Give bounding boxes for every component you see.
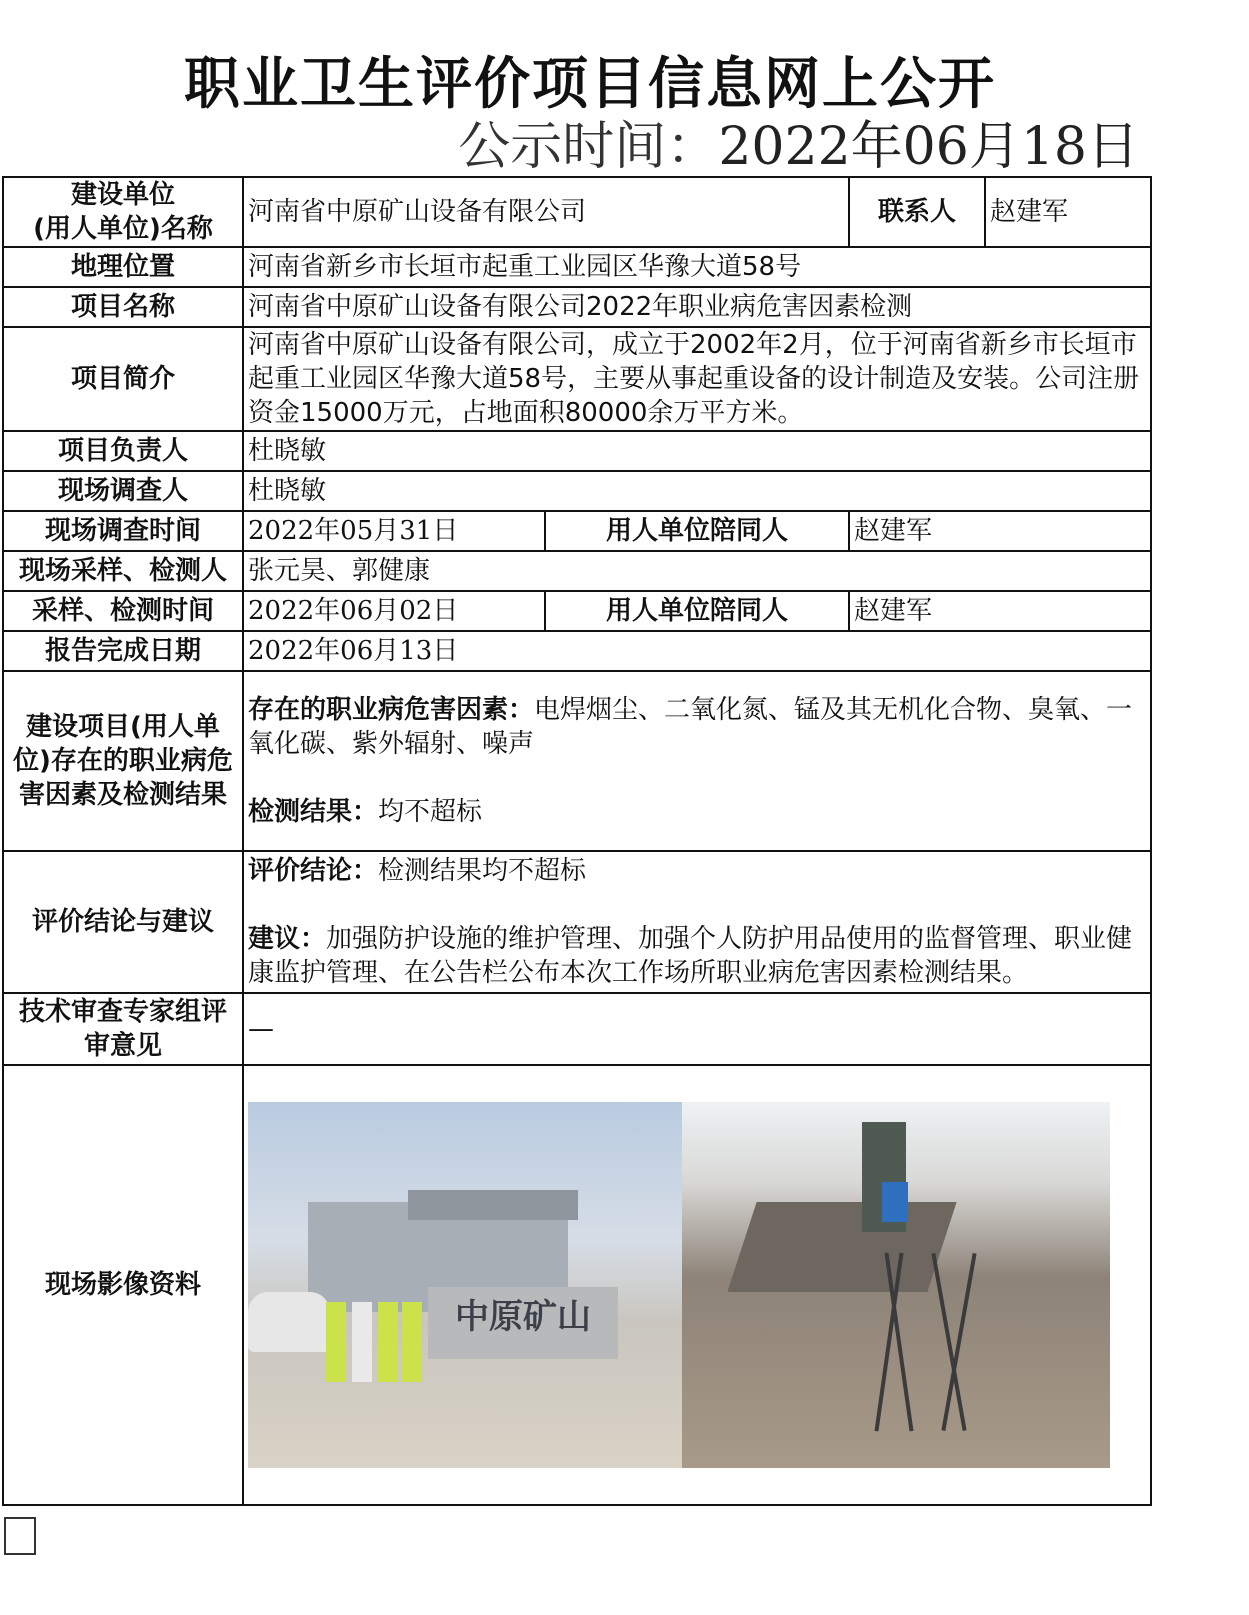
survey-time-label: 现场调查时间 <box>3 511 243 551</box>
table-row <box>3 177 1151 247</box>
checkbox[interactable] <box>4 1517 36 1555</box>
person-shape <box>352 1302 372 1382</box>
review-label: 技术审查专家组评审意见 <box>3 993 243 1065</box>
survey-time-value: 2022年05月31日 <box>243 511 545 551</box>
images-label: 现场影像资料 <box>3 1065 243 1505</box>
location-label: 地理位置 <box>3 247 243 287</box>
sampler-label: 现场采样、检测人 <box>3 551 243 591</box>
project-info-table <box>2 176 1152 1506</box>
unit-name-label <box>3 177 243 247</box>
person-shape <box>378 1302 398 1382</box>
building-roof-shape <box>408 1190 578 1220</box>
escort-label-1: 用人单位陪同人 <box>545 511 849 551</box>
table-row <box>3 551 1151 591</box>
table-row <box>3 1065 1151 1505</box>
conclusion-cell <box>243 851 1151 993</box>
person-shape <box>402 1302 422 1382</box>
conclusion-title: 评价结论： <box>248 856 379 886</box>
table-row <box>3 671 1151 851</box>
location-value: 河南省新乡市长垣市起重工业园区华豫大道58号 <box>243 247 1151 287</box>
leader-label: 项目负责人 <box>3 431 243 471</box>
hazard-cell <box>243 671 1151 851</box>
hazard-label: 建设项目(用人单位)存在的职业病危害因素及检测结果 <box>3 671 243 851</box>
table-row <box>3 247 1151 287</box>
publication-time-label: 公示时间： <box>458 117 719 177</box>
intro-value: 河南省中原矿山设备有限公司，成立于2002年2月，位于河南省新乡市长垣市起重工业园区华豫大道58号，主要从事起重设备的设计制造及安装。公司注册资金15000万元，占地面积80000余万平方米。 <box>243 327 1151 431</box>
sampling-time-value: 2022年06月02日 <box>243 591 545 631</box>
table-row <box>3 851 1151 993</box>
hazard-title: 存在的职业病危害因素： <box>248 695 535 725</box>
report-date-value: 2022年06月13日 <box>243 631 1151 671</box>
advice-title: 建议： <box>248 924 327 954</box>
escort-value-2: 赵建军 <box>849 591 1151 631</box>
result-title: 检测结果： <box>248 797 379 827</box>
evaluation-conclusion <box>248 854 1146 888</box>
table-row <box>3 631 1151 671</box>
project-name-label: 项目名称 <box>3 287 243 327</box>
unit-name-label-line2: (用人单位)名称 <box>33 214 213 244</box>
site-photo-entrance <box>248 1102 682 1468</box>
table-row <box>3 431 1151 471</box>
contact-label: 联系人 <box>849 177 985 247</box>
detection-result <box>248 795 1146 829</box>
site-photo-workshop <box>682 1102 1110 1468</box>
unit-name-label-line1: 建设单位 <box>70 180 175 210</box>
page-title: 职业卫生评价项目信息网上公开 <box>184 52 996 117</box>
advice-value: 加强防护设施的维护管理、加强个人防护用品使用的监督管理、职业健康监护管理、在公告栏公布本次工作场所职业病危害因素检测结果。 <box>248 924 1133 988</box>
advice <box>248 922 1146 990</box>
car-shape <box>248 1292 330 1352</box>
sampler-value: 张元昊、郭健康 <box>243 551 1151 591</box>
table-row <box>3 287 1151 327</box>
conclusion-value: 检测结果均不超标 <box>378 856 587 886</box>
table-row <box>3 471 1151 511</box>
person-shape <box>326 1302 346 1382</box>
table-row <box>3 591 1151 631</box>
leader-value: 杜晓敏 <box>243 431 1151 471</box>
intro-label: 项目简介 <box>3 327 243 431</box>
escort-label-2: 用人单位陪同人 <box>545 591 849 631</box>
table-row <box>3 327 1151 431</box>
investigator-value: 杜晓敏 <box>243 471 1151 511</box>
report-date-label: 报告完成日期 <box>3 631 243 671</box>
table-row <box>3 511 1151 551</box>
company-sign: 中原矿山 <box>428 1287 618 1359</box>
unit-name-value: 河南省中原矿山设备有限公司 <box>243 177 849 247</box>
result-value: 均不超标 <box>378 797 483 827</box>
site-photos <box>248 1102 1146 1468</box>
publication-time <box>458 104 1139 179</box>
escort-value-1: 赵建军 <box>849 511 1151 551</box>
hazard-factors <box>248 693 1146 761</box>
hazard-value: 电焊烟尘、二氧化氮、锰及其无机化合物、臭氧、一氧化碳、紫外辐射、噪声 <box>248 695 1133 759</box>
conclusion-label: 评价结论与建议 <box>3 851 243 993</box>
steel-plate-shape <box>727 1202 956 1292</box>
investigator-label: 现场调查人 <box>3 471 243 511</box>
publication-date: 2022年06月18日 <box>718 117 1139 177</box>
contact-value: 赵建军 <box>985 177 1151 247</box>
table-row <box>3 993 1151 1065</box>
review-value: — <box>243 993 1151 1065</box>
project-name-value: 河南省中原矿山设备有限公司2022年职业病危害因素检测 <box>243 287 1151 327</box>
sampling-time-label: 采样、检测时间 <box>3 591 243 631</box>
images-cell <box>243 1065 1151 1505</box>
detector-shape <box>882 1182 908 1222</box>
